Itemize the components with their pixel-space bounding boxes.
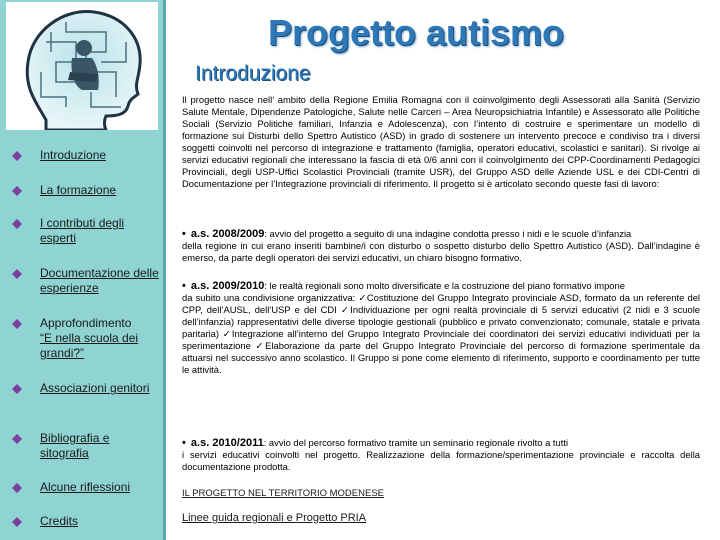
diamond-bullet-icon (12, 219, 22, 229)
linee-guida-link[interactable]: Linee guida regionali e Progetto PRIA (182, 512, 367, 524)
sidebar (0, 0, 163, 540)
phase-2010: • a.s. 2010/2011: avvio del percorso formativo tramite un seminario regionale rivolto a tutti i servizi educativi coinvolti nel progetto. Realizzazione della formazione/sperimentazione provinciale e raccolta della documentazione prodotta. (182, 437, 700, 472)
logo-image (6, 2, 158, 130)
phase-lead: : avvio del progetto a seguito di una indagine condotta presso i nidi e le scuole d’infanzia (264, 228, 632, 239)
sidebar-item[interactable] (12, 148, 160, 163)
sidebar-item[interactable] (12, 316, 160, 361)
phase-lead: : le realtà regionali sono molto diversificate e la costruzione del piano formativo impone (264, 280, 625, 291)
sidebar-item[interactable] (12, 183, 160, 198)
sidebar-item-label (40, 316, 160, 361)
sidebar-divider (163, 0, 166, 540)
diamond-bullet-icon (12, 384, 22, 394)
diamond-bullet-icon (12, 483, 22, 493)
page-subtitle: Introduzione (195, 62, 311, 85)
sidebar-item-label: Associazioni genitori (40, 381, 150, 395)
sidebar-item[interactable] (12, 514, 160, 529)
sidebar-item[interactable] (12, 266, 160, 296)
phase-body: da subito una condivisione organizzativa: ✓Costituzione del Gruppo Integrato provinciale ASD, formato da un referente del CPP, dell’AUSL, dell’USP e del CDI ✓Individuazione per ogni realtà provinciale di 5 servizi educativi (2 nidi e 3 scuole dell’infanzia) rappresentativi delle diverse tipologie gestionali (pubblico e privato convenzionato; comunale, statale e privata paritaria) ✓Integrazione all’interno del Gruppo Integrato Provinciale dei coordinatori dei servizi educativi individuati per la sperimentazione ✓Elaborazione da parte del Gruppo Integrato Provinciale del percorso di formazione sperimentale da attuarsi nel successivo anno scolastico. Il Gruppo si pone come elemento di riferimento, supporto e coordinamento per tutte le attività. (182, 292, 700, 375)
sidebar-item-label: Bibliografia e sitografia (40, 431, 110, 460)
sidebar-item-label: I contributi degli esperti (40, 216, 125, 245)
sidebar-item-label: Introduzione (40, 148, 107, 162)
sidebar-item[interactable] (12, 216, 160, 246)
sidebar-item-label-main: Approfondimento (40, 316, 132, 330)
phase-year: a.s. 2008/2009 (190, 228, 265, 240)
diamond-bullet-icon (12, 151, 22, 161)
phase-lead: : avvio del percorso formativo tramite un seminario regionale rivolto a tutti (263, 437, 569, 448)
phase-2009: • a.s. 2009/2010: le realtà regionali sono molto diversificate e la costruzione del piano formativo impone da subito una condivisione organizzativa: ✓Costituzione del Gruppo Integrato provinciale ASD, formato da un referente del CPP, dell’AUSL, dell’USP e del CDI ✓Individuazione per ogni realtà provinciale di 5 servizi educativi (2 nidi e 3 scuole dell’infanzia) rappresentativi delle diverse tipologie gestionali (pubblico e privato convenzionato; comunale, statale e privata paritaria) ✓Integrazione all’interno del Gruppo Integrato Provinciale dei coordinatori dei servizi educativi individuati per la sperimentazione ✓Elaborazione da parte del Gruppo Integrato Provinciale del percorso di formazione sperimentale da attuarsi nel successivo anno scolastico. Il Gruppo si pone come elemento di riferimento, supporto e coordinamento per tutte le attività. (182, 280, 700, 375)
sidebar-item-label: La formazione (40, 183, 117, 197)
sidebar-item-label: Alcune riflessioni (40, 480, 131, 494)
phase-body: i servizi educativi coinvolti nel progetto. Realizzazione della formazione/sperimentazione provinciale e raccolta della documentazione prodotta. (182, 449, 700, 472)
head-silhouette-icon (6, 2, 158, 130)
sidebar-item[interactable] (12, 381, 160, 396)
phase-2008: • a.s. 2008/2009: avvio del progetto a seguito di una indagine condotta presso i nidi e le scuole d’infanzia della regione in cui erano inseriti bambine/i con disturbo o sospetto disturbo dello Spettro Autistico (ASD). Dall’indagine è emerso, da parte degli operatori dei servizi educativi, un chiaro bisogno formativo. (182, 228, 700, 263)
page-title: Progetto autismo (268, 12, 565, 53)
intro-paragraph: Il progetto nasce nell’ ambito della Regione Emilia Romagna con il coinvolgimento degli Assessorati alla Sanità (Servizio Salute Mentale, Dipendenze Patologiche, Salute nelle Carceri – Area Neuropsichiatria Infantile) e Assessorato alle Politiche Sociali (Servizio Politiche familiari, Infanzia e Adolescenza), con l’intento di costruire e sperimentare un modello di formazione sui Disturbi dello Spettro Autistico (ASD) in grado di sostenere un intervento precoce e condiviso tra i diversi soggetti coinvolti nel percorso di integrazione e trattamento (famiglia, operatori educativi, scolastici e sanitari). Si rivolge ai servizi educativi regionali che interessano la fascia di età 0/6 anni con il coinvolgimento dei CPP-Coordinamenti Pedagogici Provinciali, degli USP-Uffici Scolastici Provinciali (tramite USR), del Gruppo ASD delle Aziende USL e dei CDI-Centri di Documentazione per l’Integrazione provinciali di riferimento. Il progetto si è articolato secondo queste fasi di lavoro: (182, 94, 700, 189)
diamond-bullet-icon (12, 186, 22, 196)
territorio-link[interactable]: IL PROGETTO NEL TERRITORIO MODENESE (182, 488, 385, 499)
sidebar-item[interactable] (12, 431, 160, 461)
diamond-bullet-icon (12, 319, 22, 329)
diamond-bullet-icon (12, 434, 22, 444)
intro-text-block (182, 94, 700, 190)
diamond-bullet-icon (12, 269, 22, 279)
diamond-bullet-icon (12, 517, 22, 527)
sidebar-item-label: Credits (40, 514, 79, 528)
sidebar-item[interactable] (12, 480, 160, 495)
sidebar-item-sublabel[interactable]: “E nella scuola dei grandi?” (40, 331, 139, 360)
sidebar-item-label: Documentazione delle esperienze (40, 266, 159, 295)
phase-year: a.s. 2009/2010 (190, 280, 265, 292)
phase-year: a.s. 2010/2011 (190, 437, 264, 449)
phase-body: della regione in cui erano inseriti bambine/i con disturbo o sospetto disturbo dello Spettro Autistico (ASD). Dall’indagine è emerso, da parte degli operatori dei servizi educativi, un chiaro bisogno formativo. (182, 240, 700, 263)
